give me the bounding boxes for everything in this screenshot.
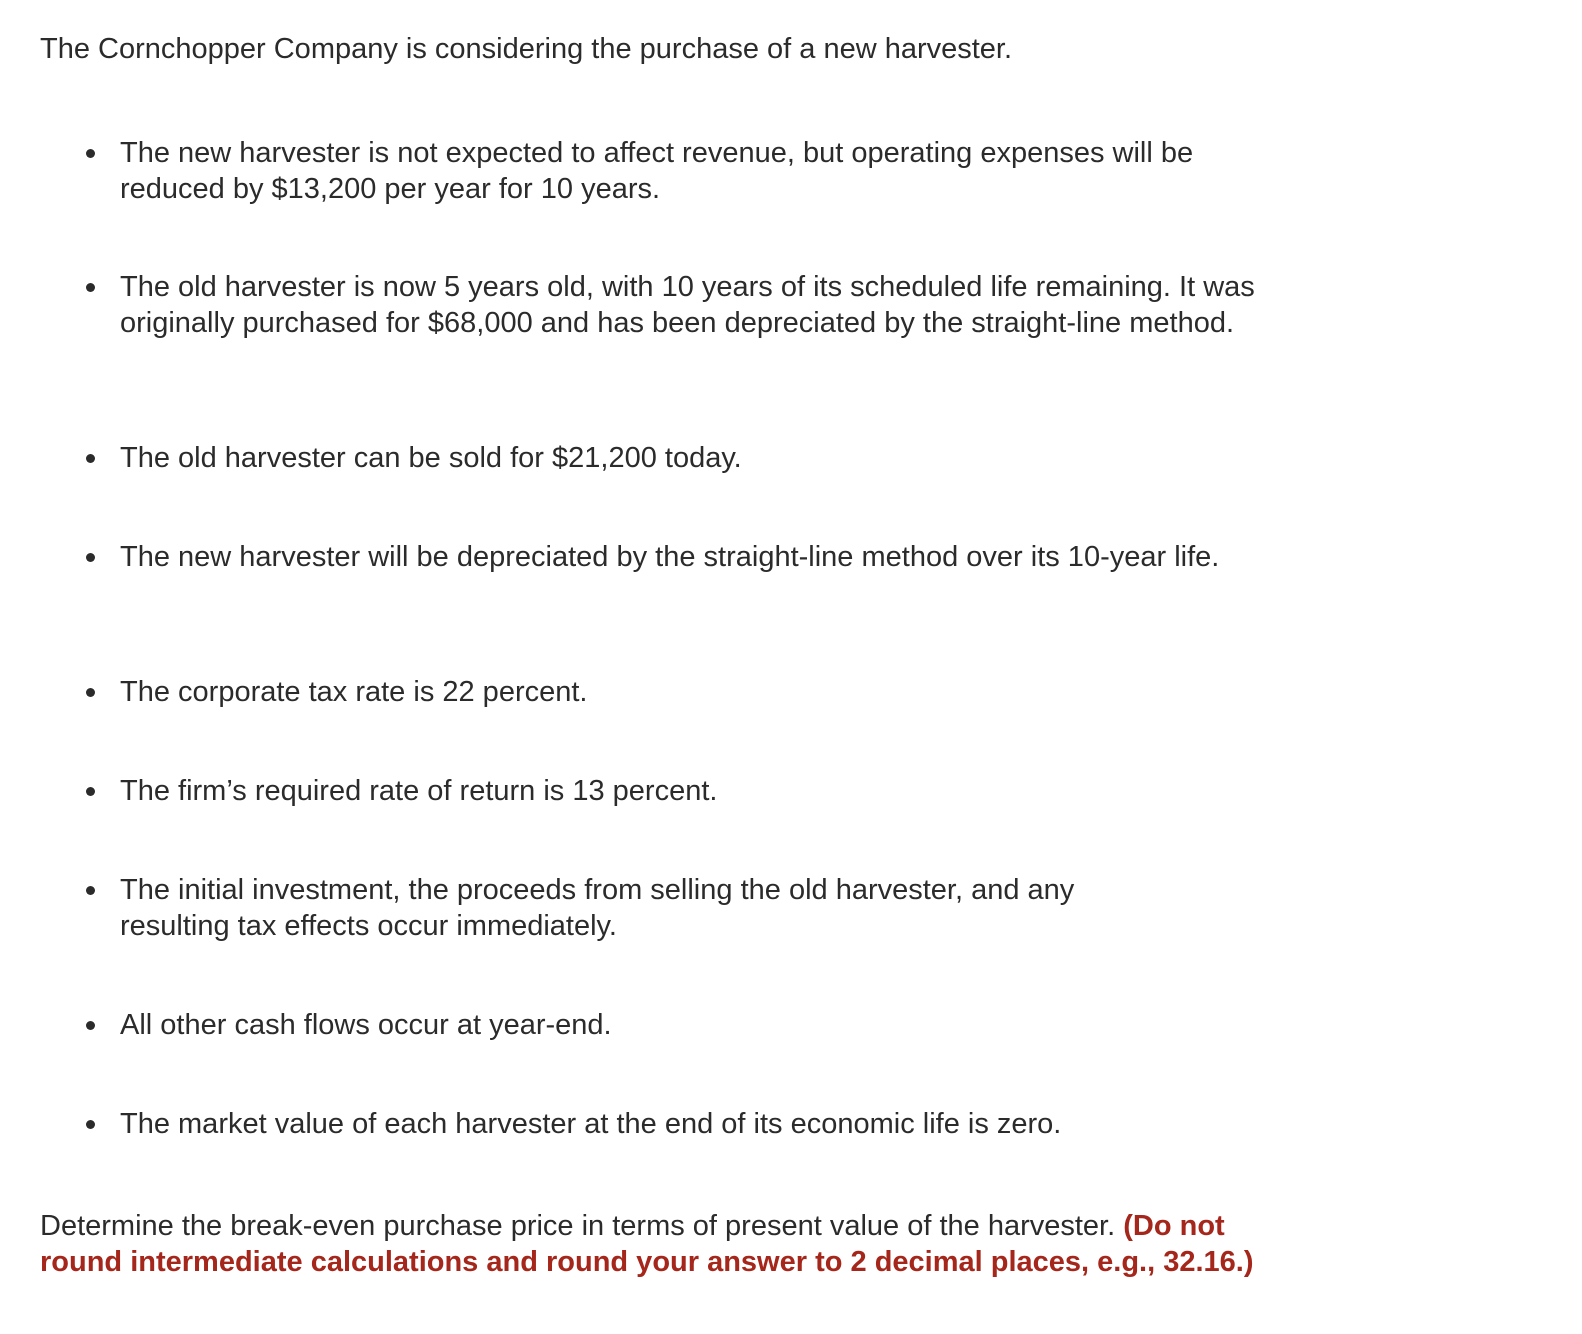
rounding-instruction: (Do not round intermediate calculations and round your answer to 2 decimal places, e.g., 32.16.) (40, 1210, 1254, 1278)
list-item: The old harvester is now 5 years old, with 10 years of its scheduled life remaining. It was originally purchased for $68,000 and has been depreciated by the straight-line method. (120, 269, 1260, 341)
list-item: The market value of each harvester at the end of its economic life is zero. (120, 1106, 1280, 1142)
list-item: The firm’s required rate of return is 13 percent. (120, 773, 1280, 809)
list-item: The new harvester is not expected to affect revenue, but operating expenses will be reduced by $13,200 per year for 10 years. (120, 135, 1280, 207)
list-item: The new harvester will be depreciated by the straight-line method over its 10-year life. (120, 539, 1280, 575)
list-item: All other cash flows occur at year-end. (120, 1007, 1280, 1043)
list-item: The old harvester can be sold for $21,200 today. (120, 440, 1280, 476)
list-item: The initial investment, the proceeds from selling the old harvester, and any resulting tax effects occur immediately. (120, 872, 1180, 944)
question-text (40, 1208, 1290, 1280)
question-prompt: Determine the break-even purchase price in terms of present value of the harvester. (40, 1210, 1124, 1242)
list-item: The corporate tax rate is 22 percent. (120, 674, 1280, 710)
intro-text: The Cornchopper Company is considering the purchase of a new harvester. (40, 33, 1013, 65)
